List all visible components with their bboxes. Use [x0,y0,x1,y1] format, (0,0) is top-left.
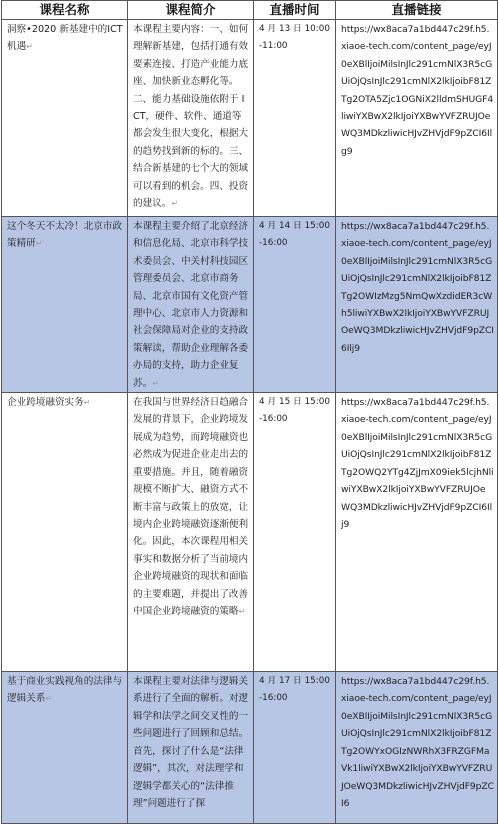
live-time-cell [254,672,336,824]
course-name: 基于商业实践视角的法律与逻辑关系 [7,676,123,705]
course-name: 企业跨境融资实务 [7,397,84,409]
course-intro-cell [128,672,254,824]
live-time: 4 月 17 日 15:00-16:00 [259,676,330,704]
course-intro-cell: 本课程主要内容：一、如何理解新基建，包括打通有效要素连接、打造产业能力底座、加快新业态孵化等。二、能力基础设施依附于 ICT，硬件、软件、通道等都会发生很大变化，根据大的趋势找到新的标的。三、结合新基建的七个大的领域可以看到的机会。四、投资的建议。↵ [128,20,254,217]
table-row [2,393,498,672]
live-time-cell [254,393,336,672]
course-intro: 在我国与世界经济日趋融合发展的背景下，企业跨境发展成为趋势，而跨境融资也必然成为促进企业走出去的重要措施。并且，随着融资规模不断扩大、融资方式不断丰富与政策上的放宽，让境内企业跨境融资逐渐便利化。因此，本次课程用相关事实和数据分析了当前境内企业跨境融资的现状和面临的主要难题，并提出了改善中国企业跨境融资的策略 [133,397,249,617]
live-time-cell [254,217,336,393]
table-row [2,217,498,393]
live-link[interactable]: https://wx8aca7a1bd447c29f.h5.xiaoe-tech.com/content_page/eyJ0eXBlIjoiMilsInJlc291cmNlX3R5cGUiOjQsInJlc291cmNlX2lkIjoibF81ZTg2OWIzMzg5NmQwXzdidER3cWh5liwiYXBwX2lkIjoiYXBwYVFZRUJOeWQ3MDkzliwicHJvZHVjdF9pZCI6Ilj9 [341,221,494,354]
live-link-cell[interactable] [336,393,498,672]
table-header-row [2,1,498,20]
course-name-cell: 基于商业实践视角的法律与逻辑关系↵ [2,672,128,824]
header-course-intro: 课程简介 [128,1,254,20]
live-link[interactable]: https://wx8aca7a1bd447c29f.h5.xiaoe-tech.com/content_page/eyJ0eXBlIjoiMilsInJlc291cmNlX3R5cGUiOjQsInJlc291cmNlX2lkIjoibF81ZTg2OWQ2YTg4ZjJmX09iek5lcjhNliwiYXBwX2lkIjoiYXBwYVFZRUJOeWQ3MDkzliwicHJvZHVjdF9pZCI6Ilj9 [341,397,494,530]
live-time: 4 月 13 日 10:00-11:00 [259,24,330,52]
course-name-cell: 洞察•2020 新基建中的ICT 机遇↵ [2,20,128,217]
course-name: 这个冬天不太冷！北京市政策精研 [7,221,123,250]
course-name-cell: 企业跨境融资实务↵ [2,393,128,672]
course-intro-cell: 本课程主要介绍了北京经济和信息化局、北京市科学技术委员会、中关村科技园区管理委员会、北京市商务局、北京市国有文化资产管理中心、北京市人力资源和社会保障局对企业的支持政策解读，帮助企业理解各委办局的支持，助力企业复苏。↵ [128,217,254,393]
live-link-cell[interactable] [336,672,498,824]
course-intro: 本课程主要对法律与逻辑关系进行了全面的解析。对逻辑学和法学之间交叉性的一些问题进行了回顾和总结。首先，探讨了什么是“法律逻辑”，其次，对法理学和逻辑学都关心的“法律推理”问题进行了探 [133,676,249,809]
live-time: 4 月 15 日 15:00-16:00 [259,397,330,425]
live-link[interactable]: https://wx8aca7a1bd447c29f.h5.xiaoe-tech.com/content_page/eyJ0eXBlIjoiMilsInJlc291cmNlX3R5cGUiOjQsInJlc291cmNlX2lkIjoibF81ZTg2OTA5Zjc1OGNiX2lldmSHUGF4liwiYXBwX2lkIjoiYXBwYVFZRUJOeWQ3MDkzliwicHJvZHVjdF9pZCI6Ilg9 [341,24,494,157]
live-link-cell[interactable] [336,217,498,393]
live-time: 4 月 14 日 15:00-16:00 [259,221,330,249]
course-intro: 本课程主要内容：一、如何理解新基建，包括打通有效要素连接、打造产业能力底座、加快新业态孵化等。二、能力基础设施依附于 ICT，硬件、软件、通道等都会发生很大变化，根据大的趋势找到新的标的。三、结合新基建的七个大的领域可以看到的机会。四、投资的建议。 [133,24,249,210]
live-time-cell [254,20,336,217]
course-name: 洞察•2020 新基建中的ICT 机遇 [7,24,123,53]
live-link-cell[interactable] [336,20,498,217]
course-intro-cell: 在我国与世界经济日趋融合发展的背景下，企业跨境发展成为趋势，而跨境融资也必然成为促进企业走出去的重要措施。并且，随着融资规模不断扩大、融资方式不断丰富与政策上的放宽，让境内企业跨境融资逐渐便利化。因此，本次课程用相关事实和数据分析了当前境内企业跨境融资的现状和面临的主要难题，并提出了改善中国企业跨境融资的策略↵ [128,393,254,672]
header-live-time: 直播时间 [254,1,336,20]
course-name-cell: 这个冬天不太冷！北京市政策精研↵ [2,217,128,393]
header-course-name: 课程名称 [2,1,128,20]
live-link[interactable]: https://wx8aca7a1bd447c29f.h5.xiaoe-tech.com/content_page/eyJ0eXBlIjoiMilsInJlc291cmNlX3R5cGUiOjQsInJlc291cmNlX2lkIjoibF81ZTg2OWYxOGIzNWRhX3FRZGFMaVk1liwiYXBwX2lkIjoiYXBwYVFZRUJOeWQ3MDkzliwicHJvZHVjdF9pZCI6 [341,676,494,809]
header-live-link: 直播链接 [336,1,498,20]
table-row [2,20,498,217]
course-intro: 本课程主要介绍了北京经济和信息化局、北京市科学技术委员会、中关村科技园区管理委员会、北京市商务局、北京市国有文化资产管理中心、北京市人力资源和社会保障局对企业的支持政策解读，帮助企业理解各委办局的支持，助力企业复苏。 [133,221,249,389]
course-schedule-table [1,0,498,824]
table-row [2,672,498,824]
